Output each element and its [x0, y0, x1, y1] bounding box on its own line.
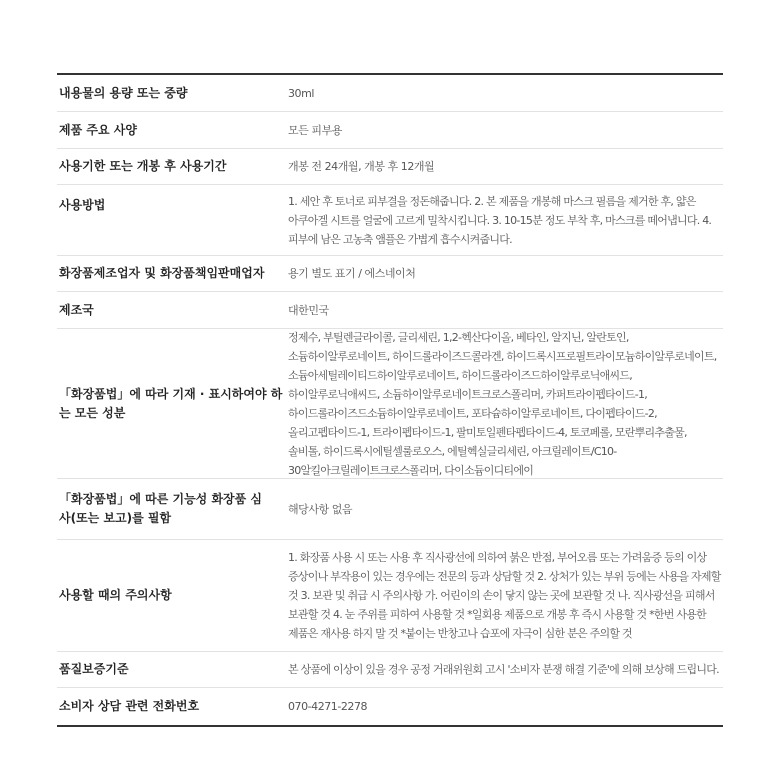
- row-value-expiry: 개봉 전 24개월, 개봉 후 12개월: [288, 160, 435, 173]
- row-label-manufacturer: 화장품제조업자 및 화장품책임판매업자: [59, 266, 265, 280]
- row-value-manufacturer: 용기 별도 표기 / 에스네이처: [288, 267, 416, 280]
- info-row-manufacturer: [57, 256, 723, 292]
- row-label-caution: 사용할 때의 주의사항: [59, 588, 172, 602]
- row-label-usage: 사용방법: [59, 198, 106, 212]
- info-row-functional: [57, 479, 723, 540]
- info-row-caution: [57, 540, 723, 652]
- row-label-ingredients: 「화장품법」에 따라 기재 · 표시하여야 하는 모든 성분: [59, 386, 283, 420]
- row-value-functional: 해당사항 없음: [288, 502, 353, 516]
- row-value-caution: 1. 화장품 사용 시 또는 사용 후 직사광선에 의하여 붉은 반점, 부어오름 또는 가려움증 등의 이상 증상이나 부작용이 있는 경우에는 전문의 등과 상담할 것 2. 상처가 있는 부위 등에는 사용을 자제할 것 3. 보관 및 취급 시 주의사항 가. 어린이의 손이 닿지 않는 곳에 보관할 것 나. 직사광선을 피해서 보관할 것 4. 눈 주위를 피하여 사용할 것 *일회용 제품으로 개봉 후 즉시 사용할 것 *한번 사용한 제품은 재사용 하지 말 것 *붙이는 반창고나 습포에 자극이 심한 분은 주의할 것: [288, 551, 721, 640]
- row-label-phone: 소비자 상담 관련 전화번호: [59, 699, 200, 713]
- info-row-ingredients: [57, 329, 723, 479]
- row-label-spec: 제품 주요 사양: [59, 122, 137, 137]
- info-row-quality: [57, 652, 723, 688]
- row-value-volume: 30ml: [288, 86, 314, 100]
- row-value-phone: 070-4271-2278: [288, 700, 368, 713]
- row-value-ingredients: 정제수, 부틸렌글라이콜, 글리세린, 1,2-헥산다이올, 베타인, 알지닌, 알란토인, 소듐하이알루로네이트, 하이드롤라이즈드콜라겐, 하이드록시프로필트라이모늄하이알루로네이트, 소듐아세틸레이티드하이알루로네이트, 하이드롤라이즈드하이알루로닉애씨드, 하이알루로닉애씨드, 소듐하이알루로네이트크로스폴리머, 카퍼트라이펩타이드-1, 하이드롤라이즈드소듐하이알루로네이트, 포타슘하이알루로네이트, 다이펩타이드-2, 올리고펩타이드-1, 트라이펩타이드-1, 팔미토일펜타펩타이드-4, 토코페롤, 모란뿌리추출물, 솔비톨, 하이드록시에틸셀룰로오스, 에틸헥실글리세린, 아크릴레이트/C10-30알킬아크릴레이트크로스폴리머, 다이소듐이디티에이: [288, 330, 717, 477]
- info-row-spec: [57, 112, 723, 149]
- info-row-usage: [57, 185, 723, 256]
- row-label-expiry: 사용기한 또는 개봉 후 사용기간: [59, 159, 227, 173]
- row-value-spec: 모든 피부용: [288, 123, 342, 137]
- row-label-functional: 「화장품법」에 따른 기능성 화장품 심사(또는 보고)를 필함: [59, 492, 263, 525]
- product-info-table: [57, 73, 723, 727]
- row-label-country: 제조국: [59, 302, 94, 317]
- row-label-quality: 품질보증기준: [59, 662, 129, 676]
- row-value-usage: 1. 세안 후 토너로 피부결을 정돈해줍니다. 2. 본 제품을 개봉해 마스크 필름을 제거한 후, 얇은 아쿠아겔 시트를 얼굴에 고르게 밀착시킵니다. 3. 10-15분 정도 부착 후, 마스크를 떼어냅니다. 4. 피부에 남은 고농축 앰플은 가볍게 흡수시켜줍니다.: [288, 194, 712, 246]
- info-row-country: [57, 292, 723, 329]
- info-row-phone: [57, 688, 723, 725]
- row-value-country: 대한민국: [288, 303, 329, 317]
- info-row-expiry: [57, 149, 723, 185]
- info-row-volume: [57, 75, 723, 112]
- row-value-quality: 본 상품에 이상이 있을 경우 공정 거래위원회 고시 '소비자 분쟁 해결 기준'에 의해 보상해 드립니다.: [288, 663, 719, 676]
- row-label-volume: 내용물의 용량 또는 중량: [59, 85, 188, 100]
